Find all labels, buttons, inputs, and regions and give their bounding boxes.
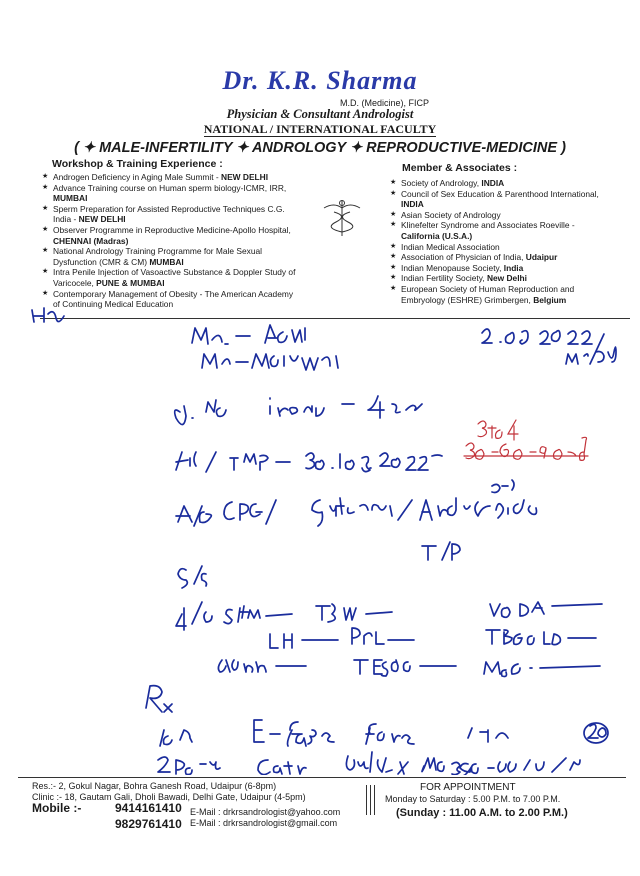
member-item-text: Indian Fertility Society,	[401, 273, 487, 284]
member-item	[390, 189, 610, 210]
member-item-text: Indian Menopause Society,	[401, 262, 504, 273]
workshop-item-text: Androgen Deficiency in Aging Male Summit -	[53, 172, 222, 182]
member-item	[390, 210, 610, 221]
member-item-location: New Delhi	[486, 273, 527, 284]
handwritten-notes	[0, 295, 640, 775]
appointment-title: FOR APPOINTMENT	[420, 782, 516, 793]
residence-address: Res.:- 2, Gokul Nagar, Bohra Ganesh Road, Udaipur (6-8pm)	[32, 781, 277, 791]
workshop-item-text: Advance Training course on Human sperm biology-ICMR, IRR,	[53, 182, 287, 193]
workshop-item	[42, 183, 297, 204]
workshop-item-text: Sperm Preparation for Assisted Reproductive Techniques C.G. India -	[53, 203, 285, 225]
workshop-list	[42, 172, 297, 310]
caduceus-emblem-icon	[318, 198, 366, 238]
footer-divider	[18, 777, 626, 778]
member-item-location: INDIA	[401, 199, 424, 210]
workshop-item	[42, 246, 297, 267]
mobile-number-2: 9829761410	[115, 817, 182, 831]
footer-separator	[366, 785, 367, 815]
member-item-text: Asian Society of Andrology	[401, 209, 501, 220]
footer-separator	[370, 785, 371, 815]
faculty-text: NATIONAL / INTERNATIONAL FACULTY	[203, 122, 437, 136]
member-item-location: INDIA	[481, 178, 505, 188]
workshop-item	[42, 204, 297, 225]
workshop-item-location: MUMBAI	[149, 256, 184, 267]
member-item	[390, 178, 610, 189]
members-title: Member & Associates :	[402, 162, 518, 174]
sunday-hours: (Sunday : 11.00 A.M. to 2.00 P.M.)	[396, 807, 568, 819]
workshop-item-location: NEW DELHI	[221, 172, 269, 182]
workshop-item-location: NEW DELHI	[78, 214, 126, 225]
email-2: E-Mail : drkrsandrologist@gmail.com	[190, 818, 338, 828]
workshop-item-location: PUNE & MUMBAI	[96, 277, 165, 288]
workshop-item-location: CHENNAI (Madras)	[53, 235, 129, 246]
member-item-text: Klinefelter Syndrome and Associates Roeville -	[401, 220, 575, 231]
member-item-location: California (U.S.A.)	[401, 230, 473, 241]
member-item	[390, 220, 610, 241]
doctor-role: Physician & Consultant Andrologist	[226, 107, 414, 121]
weekday-hours: Monday to Saturday : 5.00 P.M. to 7.00 P.M.	[385, 794, 561, 804]
faculty-line	[0, 122, 640, 137]
workshop-item	[42, 267, 297, 288]
member-item	[390, 273, 610, 284]
qualifications: M.D. (Medicine), FICP	[340, 98, 430, 108]
member-item-text: European Society of Human Reproduction and Embryology (ESHRE) Grimbergen,	[401, 283, 575, 305]
member-item-location: Udaipur	[525, 252, 558, 263]
mobile-number-1: 9414161410	[115, 801, 182, 815]
member-item	[390, 263, 610, 274]
member-item-text: Association of Physician of India,	[401, 252, 526, 263]
member-item-text: Council of Sex Education & Parenthood International,	[401, 188, 599, 199]
member-item-location: Belgium	[533, 294, 567, 305]
workshop-item-text: National Andrology Training Programme for Male Sexual Dysfunction (CMR & CM)	[53, 246, 263, 267]
email-1: E-Mail : drkrsandrologist@yahoo.com	[190, 807, 341, 817]
workshop-item-text: Intra Penile Injection of Vasoactive Substance & Doppler Study of Varicocele,	[53, 267, 296, 288]
workshop-item	[42, 172, 297, 183]
workshop-item	[42, 225, 297, 246]
member-item-text: Society of Andrology,	[401, 178, 482, 188]
clinic-address: Clinic :- 18, Gautam Gali, Dholi Bawadi, Delhi Gate, Udaipur (4-5pm)	[32, 792, 306, 802]
members-list	[390, 178, 610, 305]
footer-separator	[374, 785, 375, 815]
workshop-item-location: MUMBAI	[53, 193, 88, 204]
workshop-item-text: Contemporary Management of Obesity - The American Academy of Continuing Medical Education	[53, 288, 294, 310]
doctor-name: Dr. K.R. Sharma	[222, 66, 418, 95]
member-item	[390, 252, 610, 263]
specialities-line: ( ✦ MALE-INFERTILITY ✦ ANDROLOGY ✦ REPRODUCTIVE-MEDICINE )	[74, 140, 566, 156]
workshop-item-text: Observer Programme in Reproductive Medicine-Apollo Hospital,	[53, 224, 291, 235]
member-item	[390, 242, 610, 253]
address-block	[32, 781, 306, 803]
workshop-title: Workshop & Training Experience :	[52, 158, 223, 170]
member-item-text: Indian Medical Association	[401, 241, 500, 252]
mobile-label: Mobile :-	[32, 801, 82, 815]
member-item-location: India	[503, 262, 524, 273]
